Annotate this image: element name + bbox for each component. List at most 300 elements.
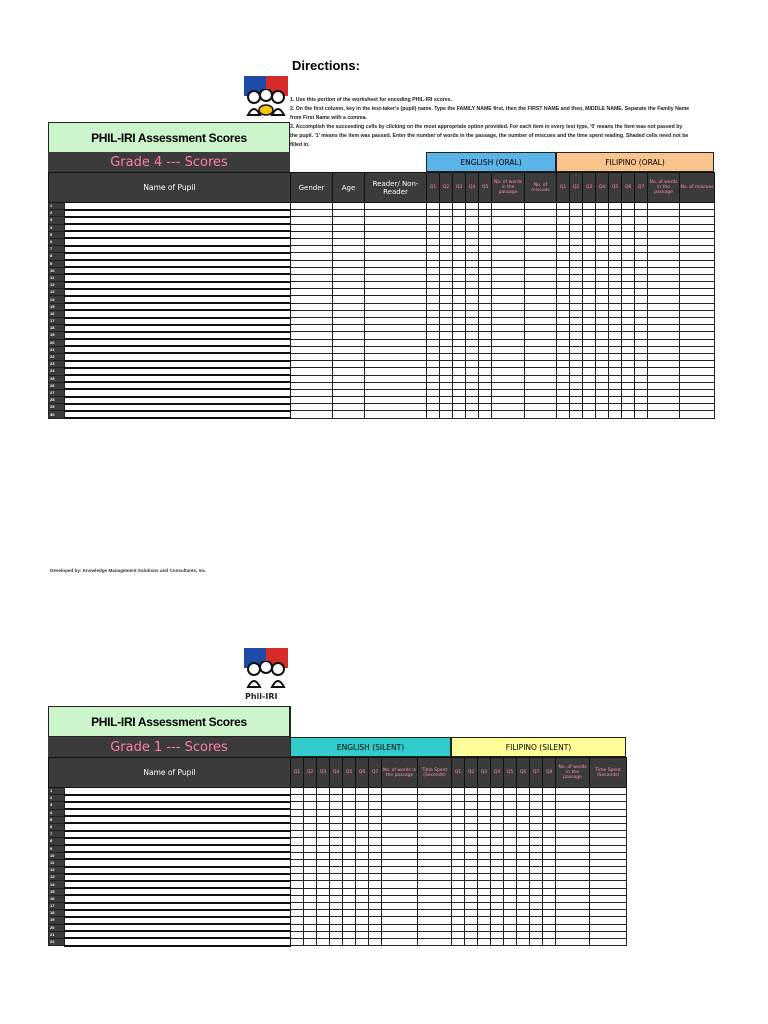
score-cell[interactable]	[343, 903, 356, 910]
score-cell[interactable]	[365, 411, 427, 418]
score-cell[interactable]	[343, 938, 356, 945]
score-cell[interactable]	[418, 874, 452, 881]
score-cell[interactable]	[622, 246, 635, 253]
score-cell[interactable]	[452, 838, 465, 845]
score-cell[interactable]	[466, 389, 479, 396]
score-cell[interactable]	[504, 838, 517, 845]
score-cell[interactable]	[330, 809, 343, 816]
score-cell[interactable]	[491, 931, 504, 938]
score-cell[interactable]	[365, 303, 427, 310]
score-cell[interactable]	[648, 353, 680, 360]
score-cell[interactable]	[465, 802, 478, 809]
score-cell[interactable]	[478, 788, 491, 795]
score-cell[interactable]	[680, 210, 715, 217]
score-cell[interactable]	[635, 318, 648, 325]
score-cell[interactable]	[622, 289, 635, 296]
score-cell[interactable]	[427, 253, 440, 260]
score-cell[interactable]	[343, 888, 356, 895]
score-cell[interactable]	[570, 231, 583, 238]
pupil-name-cell[interactable]	[65, 802, 291, 809]
score-cell[interactable]	[622, 325, 635, 332]
score-cell[interactable]	[491, 895, 504, 902]
score-cell[interactable]	[453, 325, 466, 332]
score-cell[interactable]	[333, 318, 365, 325]
score-cell[interactable]	[356, 938, 369, 945]
score-cell[interactable]	[465, 852, 478, 859]
score-cell[interactable]	[596, 404, 609, 411]
score-cell[interactable]	[479, 238, 492, 245]
score-cell[interactable]	[648, 274, 680, 281]
score-cell[interactable]	[418, 831, 452, 838]
score-cell[interactable]	[304, 823, 317, 830]
score-cell[interactable]	[330, 874, 343, 881]
score-cell[interactable]	[570, 375, 583, 382]
score-cell[interactable]	[291, 917, 304, 924]
score-cell[interactable]	[356, 802, 369, 809]
score-cell[interactable]	[291, 852, 304, 859]
score-cell[interactable]	[622, 282, 635, 289]
score-cell[interactable]	[479, 346, 492, 353]
score-cell[interactable]	[525, 246, 557, 253]
score-cell[interactable]	[525, 274, 557, 281]
score-cell[interactable]	[452, 816, 465, 823]
score-cell[interactable]	[330, 924, 343, 931]
score-cell[interactable]	[609, 368, 622, 375]
score-cell[interactable]	[466, 260, 479, 267]
pupil-name-cell[interactable]	[65, 274, 291, 281]
score-cell[interactable]	[525, 332, 557, 339]
score-cell[interactable]	[427, 318, 440, 325]
score-cell[interactable]	[382, 903, 418, 910]
score-cell[interactable]	[557, 353, 570, 360]
score-cell[interactable]	[440, 361, 453, 368]
score-cell[interactable]	[478, 852, 491, 859]
score-cell[interactable]	[356, 895, 369, 902]
score-cell[interactable]	[517, 867, 530, 874]
score-cell[interactable]	[556, 931, 590, 938]
score-cell[interactable]	[543, 795, 556, 802]
score-cell[interactable]	[330, 838, 343, 845]
score-cell[interactable]	[557, 267, 570, 274]
score-cell[interactable]	[570, 332, 583, 339]
score-cell[interactable]	[382, 859, 418, 866]
score-cell[interactable]	[557, 325, 570, 332]
pupil-name-cell[interactable]	[65, 296, 291, 303]
score-cell[interactable]	[453, 375, 466, 382]
score-cell[interactable]	[525, 361, 557, 368]
score-cell[interactable]	[369, 823, 382, 830]
score-cell[interactable]	[635, 404, 648, 411]
score-cell[interactable]	[317, 852, 330, 859]
score-cell[interactable]	[609, 253, 622, 260]
score-cell[interactable]	[427, 397, 440, 404]
score-cell[interactable]	[479, 296, 492, 303]
score-cell[interactable]	[622, 296, 635, 303]
score-cell[interactable]	[291, 924, 304, 931]
score-cell[interactable]	[492, 332, 525, 339]
score-cell[interactable]	[557, 274, 570, 281]
score-cell[interactable]	[517, 845, 530, 852]
score-cell[interactable]	[504, 881, 517, 888]
score-cell[interactable]	[590, 802, 627, 809]
score-cell[interactable]	[596, 389, 609, 396]
score-cell[interactable]	[356, 874, 369, 881]
score-cell[interactable]	[333, 397, 365, 404]
score-cell[interactable]	[427, 325, 440, 332]
score-cell[interactable]	[356, 838, 369, 845]
score-cell[interactable]	[557, 346, 570, 353]
score-cell[interactable]	[333, 411, 365, 418]
score-cell[interactable]	[330, 938, 343, 945]
score-cell[interactable]	[365, 361, 427, 368]
score-cell[interactable]	[440, 260, 453, 267]
score-cell[interactable]	[440, 318, 453, 325]
score-cell[interactable]	[466, 346, 479, 353]
score-cell[interactable]	[466, 318, 479, 325]
score-cell[interactable]	[369, 788, 382, 795]
score-cell[interactable]	[635, 253, 648, 260]
pupil-name-cell[interactable]	[65, 831, 291, 838]
score-cell[interactable]	[427, 210, 440, 217]
score-cell[interactable]	[333, 382, 365, 389]
score-cell[interactable]	[356, 809, 369, 816]
score-cell[interactable]	[453, 231, 466, 238]
score-cell[interactable]	[427, 382, 440, 389]
score-cell[interactable]	[543, 838, 556, 845]
score-cell[interactable]	[291, 831, 304, 838]
score-cell[interactable]	[317, 816, 330, 823]
score-cell[interactable]	[343, 816, 356, 823]
score-cell[interactable]	[609, 217, 622, 224]
score-cell[interactable]	[465, 859, 478, 866]
score-cell[interactable]	[530, 802, 543, 809]
score-cell[interactable]	[590, 852, 627, 859]
score-cell[interactable]	[453, 238, 466, 245]
score-cell[interactable]	[525, 253, 557, 260]
score-cell[interactable]	[530, 816, 543, 823]
score-cell[interactable]	[478, 823, 491, 830]
score-cell[interactable]	[556, 903, 590, 910]
score-cell[interactable]	[382, 895, 418, 902]
score-cell[interactable]	[365, 353, 427, 360]
score-cell[interactable]	[369, 852, 382, 859]
score-cell[interactable]	[382, 802, 418, 809]
score-cell[interactable]	[680, 260, 715, 267]
score-cell[interactable]	[365, 253, 427, 260]
score-cell[interactable]	[365, 339, 427, 346]
score-cell[interactable]	[291, 903, 304, 910]
score-cell[interactable]	[491, 845, 504, 852]
score-cell[interactable]	[465, 823, 478, 830]
score-cell[interactable]	[557, 238, 570, 245]
score-cell[interactable]	[333, 274, 365, 281]
score-cell[interactable]	[343, 831, 356, 838]
score-cell[interactable]	[570, 397, 583, 404]
score-cell[interactable]	[525, 389, 557, 396]
score-cell[interactable]	[304, 809, 317, 816]
score-cell[interactable]	[622, 303, 635, 310]
score-cell[interactable]	[440, 217, 453, 224]
score-cell[interactable]	[596, 353, 609, 360]
score-cell[interactable]	[369, 903, 382, 910]
score-cell[interactable]	[680, 289, 715, 296]
score-cell[interactable]	[492, 274, 525, 281]
score-cell[interactable]	[491, 809, 504, 816]
score-cell[interactable]	[418, 823, 452, 830]
score-cell[interactable]	[635, 296, 648, 303]
score-cell[interactable]	[453, 260, 466, 267]
score-cell[interactable]	[648, 325, 680, 332]
score-cell[interactable]	[427, 411, 440, 418]
score-cell[interactable]	[479, 217, 492, 224]
score-cell[interactable]	[525, 325, 557, 332]
score-cell[interactable]	[440, 210, 453, 217]
score-cell[interactable]	[543, 867, 556, 874]
score-cell[interactable]	[479, 282, 492, 289]
score-cell[interactable]	[382, 874, 418, 881]
pupil-name-cell[interactable]	[65, 353, 291, 360]
score-cell[interactable]	[479, 339, 492, 346]
score-cell[interactable]	[570, 361, 583, 368]
score-cell[interactable]	[530, 931, 543, 938]
score-cell[interactable]	[680, 282, 715, 289]
score-cell[interactable]	[291, 788, 304, 795]
score-cell[interactable]	[492, 325, 525, 332]
score-cell[interactable]	[635, 389, 648, 396]
score-cell[interactable]	[590, 838, 627, 845]
score-cell[interactable]	[330, 816, 343, 823]
score-cell[interactable]	[570, 246, 583, 253]
score-cell[interactable]	[635, 346, 648, 353]
score-cell[interactable]	[452, 924, 465, 931]
score-cell[interactable]	[304, 816, 317, 823]
score-cell[interactable]	[590, 795, 627, 802]
score-cell[interactable]	[557, 260, 570, 267]
score-cell[interactable]	[609, 339, 622, 346]
score-cell[interactable]	[596, 274, 609, 281]
score-cell[interactable]	[622, 332, 635, 339]
score-cell[interactable]	[556, 881, 590, 888]
pupil-name-cell[interactable]	[65, 318, 291, 325]
score-cell[interactable]	[648, 375, 680, 382]
score-cell[interactable]	[291, 795, 304, 802]
score-cell[interactable]	[609, 303, 622, 310]
score-cell[interactable]	[343, 852, 356, 859]
pupil-name-cell[interactable]	[65, 924, 291, 931]
score-cell[interactable]	[466, 397, 479, 404]
score-cell[interactable]	[530, 852, 543, 859]
score-cell[interactable]	[680, 368, 715, 375]
score-cell[interactable]	[418, 788, 452, 795]
score-cell[interactable]	[466, 210, 479, 217]
score-cell[interactable]	[517, 895, 530, 902]
score-cell[interactable]	[492, 260, 525, 267]
score-cell[interactable]	[330, 823, 343, 830]
score-cell[interactable]	[317, 831, 330, 838]
score-cell[interactable]	[453, 224, 466, 231]
score-cell[interactable]	[291, 282, 333, 289]
score-cell[interactable]	[440, 310, 453, 317]
score-cell[interactable]	[609, 404, 622, 411]
score-cell[interactable]	[635, 339, 648, 346]
score-cell[interactable]	[478, 931, 491, 938]
score-cell[interactable]	[648, 382, 680, 389]
score-cell[interactable]	[365, 368, 427, 375]
score-cell[interactable]	[504, 931, 517, 938]
score-cell[interactable]	[330, 788, 343, 795]
score-cell[interactable]	[317, 917, 330, 924]
score-cell[interactable]	[479, 210, 492, 217]
score-cell[interactable]	[304, 924, 317, 931]
score-cell[interactable]	[343, 788, 356, 795]
score-cell[interactable]	[427, 224, 440, 231]
score-cell[interactable]	[570, 404, 583, 411]
score-cell[interactable]	[333, 246, 365, 253]
score-cell[interactable]	[609, 318, 622, 325]
score-cell[interactable]	[369, 888, 382, 895]
score-cell[interactable]	[596, 238, 609, 245]
score-cell[interactable]	[365, 404, 427, 411]
score-cell[interactable]	[543, 816, 556, 823]
score-cell[interactable]	[622, 389, 635, 396]
score-cell[interactable]	[291, 375, 333, 382]
score-cell[interactable]	[382, 823, 418, 830]
score-cell[interactable]	[530, 845, 543, 852]
score-cell[interactable]	[453, 289, 466, 296]
score-cell[interactable]	[648, 267, 680, 274]
score-cell[interactable]	[440, 246, 453, 253]
score-cell[interactable]	[427, 303, 440, 310]
score-cell[interactable]	[453, 253, 466, 260]
score-cell[interactable]	[570, 368, 583, 375]
score-cell[interactable]	[418, 802, 452, 809]
score-cell[interactable]	[622, 260, 635, 267]
score-cell[interactable]	[356, 881, 369, 888]
score-cell[interactable]	[418, 838, 452, 845]
score-cell[interactable]	[478, 938, 491, 945]
score-cell[interactable]	[570, 282, 583, 289]
score-cell[interactable]	[596, 282, 609, 289]
score-cell[interactable]	[317, 903, 330, 910]
score-cell[interactable]	[557, 231, 570, 238]
score-cell[interactable]	[343, 859, 356, 866]
score-cell[interactable]	[365, 289, 427, 296]
score-cell[interactable]	[382, 917, 418, 924]
score-cell[interactable]	[491, 938, 504, 945]
score-cell[interactable]	[492, 303, 525, 310]
score-cell[interactable]	[440, 346, 453, 353]
score-cell[interactable]	[557, 339, 570, 346]
score-cell[interactable]	[504, 788, 517, 795]
score-cell[interactable]	[466, 289, 479, 296]
score-cell[interactable]	[680, 310, 715, 317]
score-cell[interactable]	[418, 903, 452, 910]
score-cell[interactable]	[304, 831, 317, 838]
score-cell[interactable]	[369, 867, 382, 874]
score-cell[interactable]	[453, 318, 466, 325]
score-cell[interactable]	[479, 325, 492, 332]
score-cell[interactable]	[609, 210, 622, 217]
score-cell[interactable]	[648, 361, 680, 368]
score-cell[interactable]	[440, 404, 453, 411]
score-cell[interactable]	[427, 238, 440, 245]
score-cell[interactable]	[356, 917, 369, 924]
score-cell[interactable]	[478, 895, 491, 902]
pupil-name-cell[interactable]	[65, 874, 291, 881]
score-cell[interactable]	[330, 831, 343, 838]
score-cell[interactable]	[648, 332, 680, 339]
score-cell[interactable]	[453, 332, 466, 339]
score-cell[interactable]	[596, 411, 609, 418]
pupil-name-cell[interactable]	[65, 238, 291, 245]
score-cell[interactable]	[590, 816, 627, 823]
score-cell[interactable]	[570, 260, 583, 267]
score-cell[interactable]	[440, 282, 453, 289]
score-cell[interactable]	[492, 361, 525, 368]
score-cell[interactable]	[648, 397, 680, 404]
score-cell[interactable]	[317, 888, 330, 895]
score-cell[interactable]	[590, 888, 627, 895]
score-cell[interactable]	[453, 361, 466, 368]
score-cell[interactable]	[365, 332, 427, 339]
score-cell[interactable]	[525, 210, 557, 217]
score-cell[interactable]	[479, 310, 492, 317]
score-cell[interactable]	[680, 339, 715, 346]
score-cell[interactable]	[556, 874, 590, 881]
score-cell[interactable]	[382, 788, 418, 795]
score-cell[interactable]	[525, 282, 557, 289]
score-cell[interactable]	[291, 845, 304, 852]
score-cell[interactable]	[622, 361, 635, 368]
score-cell[interactable]	[635, 382, 648, 389]
score-cell[interactable]	[557, 382, 570, 389]
score-cell[interactable]	[557, 246, 570, 253]
score-cell[interactable]	[517, 888, 530, 895]
score-cell[interactable]	[356, 788, 369, 795]
score-cell[interactable]	[365, 267, 427, 274]
score-cell[interactable]	[479, 318, 492, 325]
score-cell[interactable]	[317, 859, 330, 866]
pupil-name-cell[interactable]	[65, 303, 291, 310]
score-cell[interactable]	[680, 375, 715, 382]
pupil-name-cell[interactable]	[65, 845, 291, 852]
score-cell[interactable]	[596, 224, 609, 231]
score-cell[interactable]	[369, 881, 382, 888]
score-cell[interactable]	[492, 267, 525, 274]
score-cell[interactable]	[330, 888, 343, 895]
score-cell[interactable]	[453, 339, 466, 346]
score-cell[interactable]	[590, 924, 627, 931]
score-cell[interactable]	[492, 368, 525, 375]
score-cell[interactable]	[556, 852, 590, 859]
pupil-name-cell[interactable]	[65, 795, 291, 802]
score-cell[interactable]	[304, 845, 317, 852]
score-cell[interactable]	[570, 210, 583, 217]
score-cell[interactable]	[440, 332, 453, 339]
score-cell[interactable]	[304, 895, 317, 902]
score-cell[interactable]	[504, 938, 517, 945]
pupil-name-cell[interactable]	[65, 404, 291, 411]
score-cell[interactable]	[504, 823, 517, 830]
score-cell[interactable]	[596, 253, 609, 260]
score-cell[interactable]	[680, 238, 715, 245]
score-cell[interactable]	[365, 382, 427, 389]
score-cell[interactable]	[453, 404, 466, 411]
score-cell[interactable]	[590, 823, 627, 830]
score-cell[interactable]	[590, 881, 627, 888]
score-cell[interactable]	[304, 903, 317, 910]
pupil-name-cell[interactable]	[65, 931, 291, 938]
